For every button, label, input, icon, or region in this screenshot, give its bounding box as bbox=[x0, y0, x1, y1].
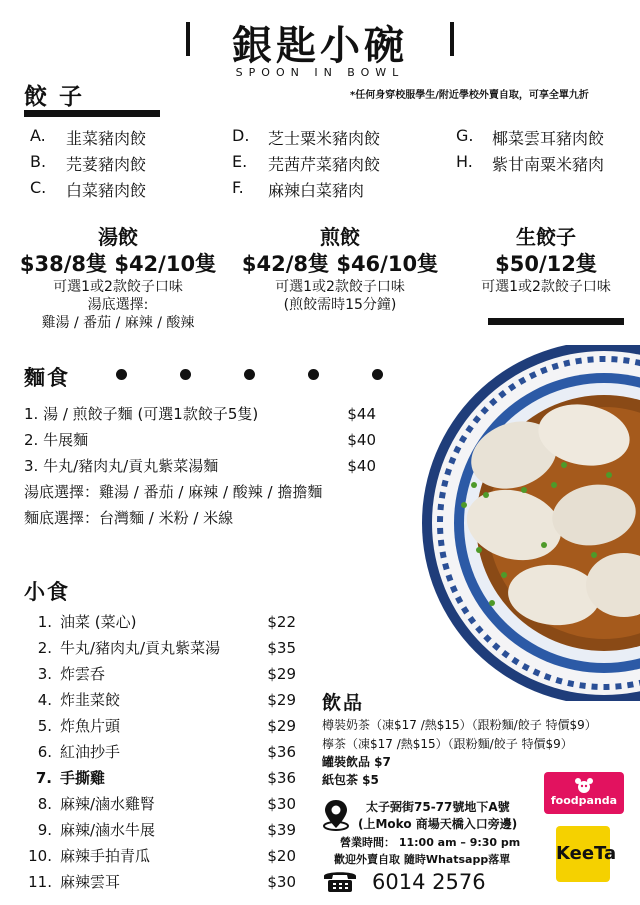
fried-dumpling-note: 可選1或2款餃子口味 bbox=[275, 279, 405, 295]
raw-dumpling-title: 生餃子 bbox=[516, 225, 576, 249]
snack-item bbox=[26, 740, 296, 764]
item-price: $35 bbox=[267, 639, 296, 657]
list-item bbox=[30, 178, 230, 204]
snack-item bbox=[26, 636, 296, 660]
soup-base-label: 湯底選擇: bbox=[87, 297, 149, 313]
brand-bar-left bbox=[186, 22, 190, 56]
noodle-item-1 bbox=[24, 402, 376, 426]
list-item bbox=[30, 152, 230, 178]
snacks-title: 小食 bbox=[24, 580, 70, 604]
dumpling-column-3 bbox=[456, 126, 640, 178]
snack-item bbox=[26, 610, 296, 634]
dumpling-bowl-image bbox=[404, 345, 640, 701]
location-pin-icon bbox=[322, 798, 350, 832]
item-price: $29 bbox=[267, 691, 296, 709]
list-item bbox=[456, 152, 640, 178]
item-letter: H. bbox=[456, 152, 473, 171]
item-name: 椰菜雲耳豬肉餃 bbox=[492, 129, 605, 148]
item-price: $40 bbox=[347, 457, 376, 475]
fried-dumpling-title: 煎餃 bbox=[320, 225, 360, 249]
item-number: 3. bbox=[37, 665, 52, 683]
item-name: 炸魚片頭 bbox=[60, 717, 121, 735]
item-name: 芫荽豬肉餃 bbox=[66, 155, 147, 174]
item-price: $36 bbox=[267, 743, 296, 761]
item-price: $40 bbox=[347, 431, 376, 449]
drinks-title: 飲品 bbox=[322, 692, 365, 714]
raw-dumpling-block bbox=[466, 224, 626, 296]
opening-hours: 營業時間： 11:00 am – 9:30 pm bbox=[340, 836, 521, 849]
item-letter: A. bbox=[30, 126, 46, 145]
drink-item: 檸茶（凍$17 /熱$15）（跟粉麵/餃子 特價$9） bbox=[322, 737, 573, 751]
item-number: 1. bbox=[37, 613, 52, 631]
snack-item bbox=[26, 688, 296, 712]
soup-base-choice: 湯底選擇：雞湯 / 番茄 / 麻辣 / 酸辣 / 擔擔麵 bbox=[24, 483, 323, 501]
item-number: 5. bbox=[37, 717, 52, 735]
panda-icon bbox=[574, 777, 594, 793]
foodpanda-logo bbox=[544, 772, 624, 814]
dumplings-rule bbox=[24, 110, 160, 117]
list-item bbox=[232, 126, 432, 152]
item-name: 麻辣白菜豬肉 bbox=[268, 181, 365, 200]
item-name: 牛丸/豬肉丸/貢丸紫菜湯 bbox=[60, 639, 221, 657]
item-name: 紅油抄手 bbox=[60, 743, 121, 761]
item-name: 紫甘南粟米豬肉 bbox=[492, 155, 605, 174]
item-price: $20 bbox=[267, 847, 296, 865]
soup-dumpling-note: 可選1或2款餃子口味 bbox=[53, 279, 183, 295]
address-line-2: (上Moko 商場天橋入口旁邊) bbox=[358, 817, 518, 831]
keeta-logo: KeeTa bbox=[556, 826, 610, 882]
item-number: 9. bbox=[37, 821, 52, 839]
item-price: $29 bbox=[267, 717, 296, 735]
address-line-1: 太子弼街75-77號地下A號 bbox=[366, 800, 510, 814]
item-number: 4. bbox=[37, 691, 52, 709]
item-letter: B. bbox=[30, 152, 47, 171]
dot bbox=[244, 369, 255, 380]
fried-dumpling-time: (煎餃需時15分鐘) bbox=[283, 297, 397, 313]
item-name: 炸雲呑 bbox=[60, 665, 106, 683]
item-price: $29 bbox=[267, 665, 296, 683]
snack-item bbox=[26, 870, 296, 894]
brand-title: 銀匙小碗 bbox=[232, 22, 408, 69]
item-price: $36 bbox=[267, 769, 296, 787]
telephone-icon bbox=[322, 868, 358, 894]
raw-dumpling-note: 可選1或2款餃子口味 bbox=[481, 279, 611, 295]
snack-item bbox=[26, 844, 296, 868]
item-price: $30 bbox=[267, 795, 296, 813]
item-name: 韭菜豬肉餃 bbox=[66, 129, 147, 148]
snack-item bbox=[26, 792, 296, 816]
item-letter: F. bbox=[232, 178, 244, 197]
brand-subtitle: SPOON IN BOWL bbox=[235, 66, 405, 79]
fried-dumpling-price: $42/8隻 $46/10隻 bbox=[241, 252, 439, 276]
item-letter: D. bbox=[232, 126, 250, 145]
item-letter: G. bbox=[456, 126, 474, 145]
dot bbox=[180, 369, 191, 380]
item-price: $22 bbox=[267, 613, 296, 631]
dot bbox=[372, 369, 383, 380]
foodpanda-wordmark: foodpanda bbox=[550, 794, 618, 807]
dot bbox=[116, 369, 127, 380]
item-letter: C. bbox=[30, 178, 47, 197]
item-name: 麻辣雲耳 bbox=[60, 873, 121, 891]
item-name: 手撕雞 bbox=[60, 769, 106, 787]
item-number: 2. bbox=[37, 639, 52, 657]
snack-item bbox=[26, 714, 296, 738]
noodles-title: 麵食 bbox=[24, 366, 70, 390]
soup-dumpling-price: $38/8隻 $42/10隻 bbox=[19, 252, 217, 276]
item-number: 7. bbox=[35, 769, 52, 787]
item-price: $44 bbox=[347, 405, 376, 423]
item-name: 1. 湯 / 煎餃子麵 (可選1款餃子5隻) bbox=[24, 405, 259, 423]
phone-number: 6014 2576 bbox=[372, 870, 486, 894]
item-name: 油菜 (菜心) bbox=[60, 613, 137, 631]
dumpling-column-2 bbox=[232, 126, 432, 204]
item-price: $30 bbox=[267, 873, 296, 891]
item-number: 10. bbox=[28, 847, 52, 865]
noodle-item-3 bbox=[24, 454, 376, 478]
dumpling-column-1 bbox=[30, 126, 230, 204]
item-name: 芫茜芹菜豬肉餃 bbox=[268, 155, 381, 174]
drink-item: 罐裝飲品 $7 bbox=[322, 755, 391, 769]
drink-item: 樽裝奶茶（凍$17 /熱$15）（跟粉麵/餃子 特價$9） bbox=[322, 718, 597, 732]
item-name: 白菜豬肉餃 bbox=[66, 181, 147, 200]
student-notice: *任何身穿校服學生/附近學校外賣自取，可享全單九折 bbox=[350, 90, 589, 101]
takeaway-note: 歡迎外賣自取 隨時Whatsapp落單 bbox=[334, 853, 511, 866]
snack-item bbox=[26, 818, 296, 842]
dumplings-title: 餃 子 bbox=[24, 84, 85, 110]
item-number: 6. bbox=[37, 743, 52, 761]
list-item bbox=[30, 126, 230, 152]
item-name: 2. 牛展麵 bbox=[24, 431, 89, 449]
item-number: 11. bbox=[28, 873, 52, 891]
item-name: 麻辣/滷水牛展 bbox=[60, 821, 156, 839]
noodles-dots bbox=[116, 369, 383, 380]
item-number: 8. bbox=[37, 795, 52, 813]
list-item bbox=[456, 126, 640, 152]
item-name: 麻辣手拍青瓜 bbox=[60, 847, 151, 865]
soup-base-options: 雞湯 / 番茄 / 麻辣 / 酸辣 bbox=[41, 315, 195, 331]
list-item bbox=[232, 152, 432, 178]
raw-dumpling-price: $50/12隻 bbox=[495, 252, 597, 276]
drink-item: 紙包茶 $5 bbox=[322, 773, 379, 787]
item-price: $39 bbox=[267, 821, 296, 839]
raw-dumpling-rule bbox=[488, 318, 624, 325]
snack-item bbox=[26, 766, 296, 790]
item-letter: E. bbox=[232, 152, 248, 171]
item-name: 3. 牛丸/豬肉丸/貢丸紫菜湯麵 bbox=[24, 457, 219, 475]
fried-dumpling-block bbox=[236, 224, 444, 314]
noodle-item-2 bbox=[24, 428, 376, 452]
item-name: 芝士粟米豬肉餃 bbox=[268, 129, 381, 148]
snack-item bbox=[26, 662, 296, 686]
item-name: 炸韭菜餃 bbox=[60, 691, 121, 709]
list-item bbox=[232, 178, 432, 204]
soup-dumpling-block bbox=[14, 224, 222, 332]
dot bbox=[308, 369, 319, 380]
item-name: 麻辣/滷水雞腎 bbox=[60, 795, 156, 813]
soup-dumpling-title: 湯餃 bbox=[98, 225, 138, 249]
brand-bar-right bbox=[450, 22, 454, 56]
noodle-base-choice: 麵底選擇：台灣麵 / 米粉 / 米線 bbox=[24, 509, 234, 527]
